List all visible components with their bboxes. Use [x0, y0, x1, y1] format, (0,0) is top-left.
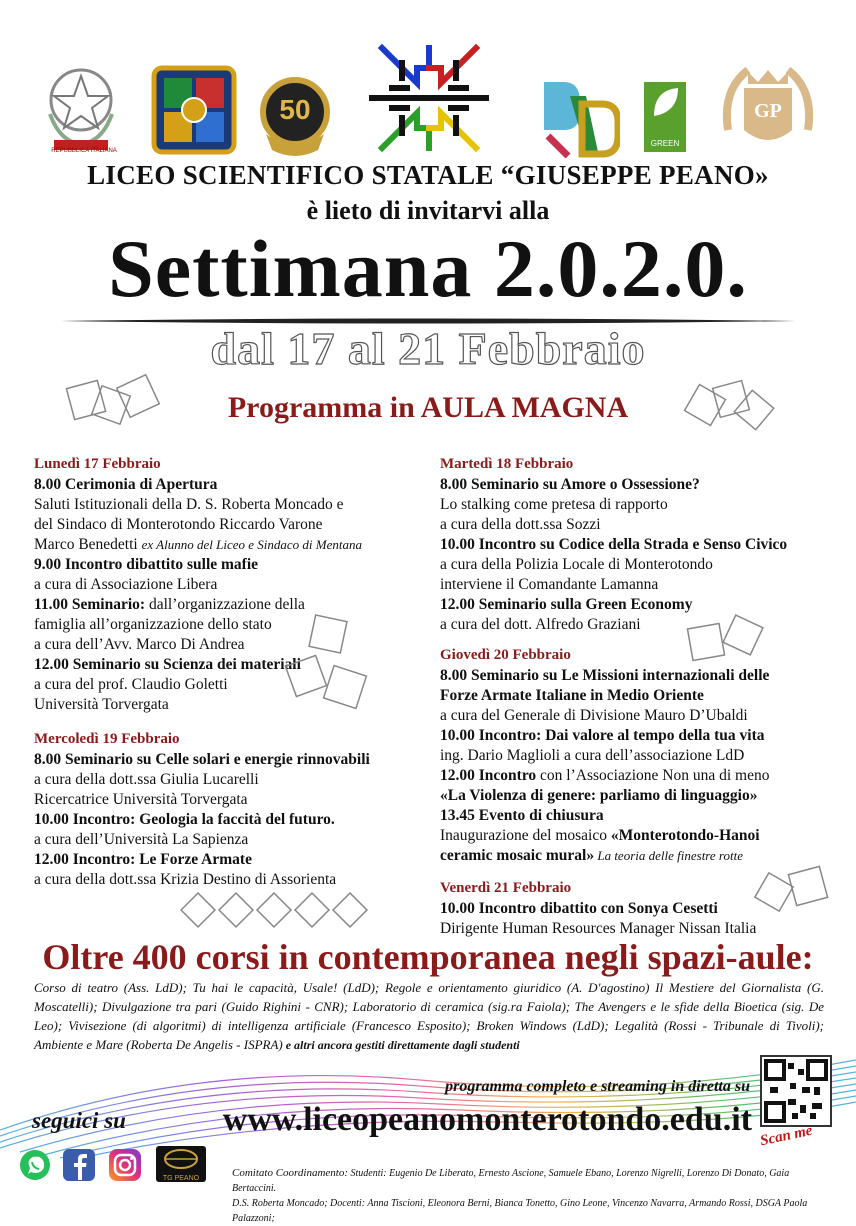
event-line: ing. Dario Maglioli a cura dell’associazione LdD — [440, 747, 745, 764]
event-line: a cura della dott.ssa Krizia Destino di Assorienta — [34, 871, 337, 888]
event-dates: dal 17 al 21 Febbraio — [210, 323, 646, 374]
event-star-logo — [362, 38, 496, 158]
facebook-icon[interactable] — [62, 1148, 96, 1182]
event-line: 10.00 Incontro: Geologia la faccità del futuro. — [34, 811, 335, 828]
day-wednesday: Mercoledì 19 Febbraio — [34, 731, 180, 747]
event-line: 8.00 Cerimonia di Apertura — [34, 476, 218, 493]
courses-list: Corso di teatro (Ass. LdD); Tu hai le capacità, Usale! (LdD); Regole e orientamento giuridico (A. D'agostino) Il Mestiere del Giornalista (G. Moscatelli); Divulgazione tra pari (Guido Righini - CNR); Laboratorio di ceramica (sig.ra Faiola); The Avengers e le sfide della Bioetica (sig. De Leo); Vivisezione (di algoritmi) di intelligenza artificiale (Francesco Esposito); Broken Windows (LdD); Legalità (Rossi - Tribunale di Tivoli); Ambiente e Mare (Roberta De Angelis - ISPRA) e altri ancora gestiti direttamente dagli studenti — [34, 980, 824, 1052]
logos-row — [0, 20, 856, 154]
tg-peano-label: TG PEANO — [162, 1175, 200, 1182]
website-link[interactable]: www.liceopeanomonterotondo.edu.it — [222, 1101, 752, 1138]
decorative-squares-bottom — [180, 888, 380, 934]
event-line: 10.00 Incontro dibattito con Sonya Cesetti — [440, 900, 718, 917]
event-line: 10.00 Incontro: Dai valore al tempo della tua vita — [440, 727, 765, 744]
italian-republic-emblem — [40, 64, 122, 154]
courses-headline: Oltre 400 corsi in contemporanea negli spazi-aule: — [42, 937, 814, 977]
event-line: Lo stalking come pretesa di rapporto — [440, 496, 668, 513]
event-line: a cura del dott. Alfredo Graziani — [440, 616, 641, 633]
day-tuesday: Martedì 18 Febbraio — [440, 456, 574, 472]
day-friday: Venerdì 21 Febbraio — [440, 880, 572, 896]
event-line: Marco Benedetti ex Alunno del Liceo e Sindaco di Mentana — [34, 536, 362, 553]
event-line: Saluti Istituzionali della D. S. Roberta Moncado e — [34, 496, 344, 513]
event-line: 9.00 Incontro dibattito sulle mafie — [34, 556, 259, 573]
program-heading: Programma in AULA MAGNA — [227, 391, 629, 424]
globe-icon — [156, 1146, 206, 1170]
event-line: 12.00 Incontro: Le Forze Armate — [34, 851, 252, 868]
event-line: Forze Armate Italiane in Medio Oriente — [440, 687, 704, 704]
event-line: 13.45 Evento di chiusura — [440, 807, 604, 824]
event-title: Settimana 2.0.2.0. — [108, 223, 748, 314]
scan-me-label: Scan me — [758, 1122, 814, 1150]
event-line: del Sindaco di Monterotondo Riccardo Varone — [34, 516, 323, 533]
event-line: interviene il Comandante Lamanna — [440, 576, 659, 593]
green-caption: GREEN — [650, 139, 680, 148]
event-line: 8.00 Seminario su Celle solari e energie rinnovabili — [34, 751, 370, 768]
tg-peano-logo[interactable] — [156, 1146, 206, 1182]
invite-line: è lieto di invitarvi alla — [306, 196, 550, 225]
green-school-logo — [644, 82, 686, 152]
event-line: 12.00 Seminario sulla Green Economy — [440, 596, 693, 613]
event-line: a cura del prof. Claudio Goletti — [34, 676, 228, 693]
dada-logo — [540, 76, 620, 158]
day-monday: Lunedì 17 Febbraio — [34, 456, 161, 472]
gp-monogram: GP — [754, 100, 782, 122]
whatsapp-icon[interactable] — [18, 1148, 52, 1182]
event-line: 8.00 Seminario su Le Missioni internazionali delle — [440, 667, 770, 684]
event-line: famiglia all’organizzazione dello stato — [34, 616, 272, 633]
event-line: Ricercatrice Università Torvergata — [34, 791, 248, 808]
event-line: 10.00 Incontro su Codice della Strada e Senso Civico — [440, 536, 788, 553]
committee-credits: Comitato Coordinamento: Studenti: Eugenio De Liberato, Ernesto Ascione, Samuele Ebano, Lorenzo Nigrelli, Lorenzo Di Donato, Gaia Bertaccini. D.S. Roberta Moncado; Docenti: Anna Tiscioni, Eleonora Berni, Bianca Tonetto, Gino Leone, Vincenzo Navarra, Armando Rossi, DSGA Paola Palazzoni; — [232, 1167, 808, 1224]
decorative-squares-right — [682, 376, 782, 438]
follow-label: seguici su — [32, 1108, 126, 1133]
event-line: a cura del Generale di Divisione Mauro D’Ubaldi — [440, 707, 748, 724]
event-line: ceramic mosaic mural» La teoria delle finestre rotte — [440, 847, 743, 864]
school-name: LICEO SCIENTIFICO STATALE “GIUSEPPE PEANO» — [87, 160, 769, 190]
qr-code[interactable] — [760, 1055, 832, 1127]
event-line: a cura della dott.ssa Sozzi — [440, 516, 601, 533]
event-line: a cura dell’Università La Sapienza — [34, 831, 249, 848]
day-thursday: Giovedì 20 Febbraio — [440, 647, 571, 663]
event-line: Università Torvergata — [34, 696, 169, 713]
event-line: Dirigente Human Resources Manager Nissan Italia — [440, 920, 757, 937]
region-crest — [150, 60, 238, 160]
event-line: 12.00 Incontro con l’Associazione Non una di meno — [440, 767, 770, 784]
decorative-squares-mid-left — [282, 610, 382, 730]
event-line: 11.00 Seminario: dall’organizzazione della — [34, 596, 305, 613]
anniversary-number: 50 — [279, 94, 311, 125]
event-line: a cura della Polizia Locale di Monterotondo — [440, 556, 713, 573]
event-line: a cura della dott.ssa Giulia Lucarelli — [34, 771, 259, 788]
event-line: 8.00 Seminario su Amore o Ossessione? — [440, 476, 700, 493]
program-right-column — [440, 454, 840, 939]
republic-caption: REPUBBLICA ITALIANA — [51, 148, 117, 154]
rainbow-swoosh — [0, 1040, 856, 1160]
streaming-note: programma completo e streaming in diretta su — [445, 1078, 750, 1095]
leaf-icon — [644, 82, 686, 122]
event-line: «La Violenza di genere: parliamo di linguaggio» — [440, 787, 758, 804]
event-line: Inaugurazione del mosaico «Monterotondo-Hanoi — [440, 827, 760, 844]
event-line: a cura dell’Avv. Marco Di Andrea — [34, 636, 245, 653]
event-line: 12.00 Seminario su Scienza dei materiali — [34, 656, 301, 673]
instagram-icon[interactable] — [108, 1148, 142, 1182]
event-line: a cura di Associazione Libera — [34, 576, 218, 593]
